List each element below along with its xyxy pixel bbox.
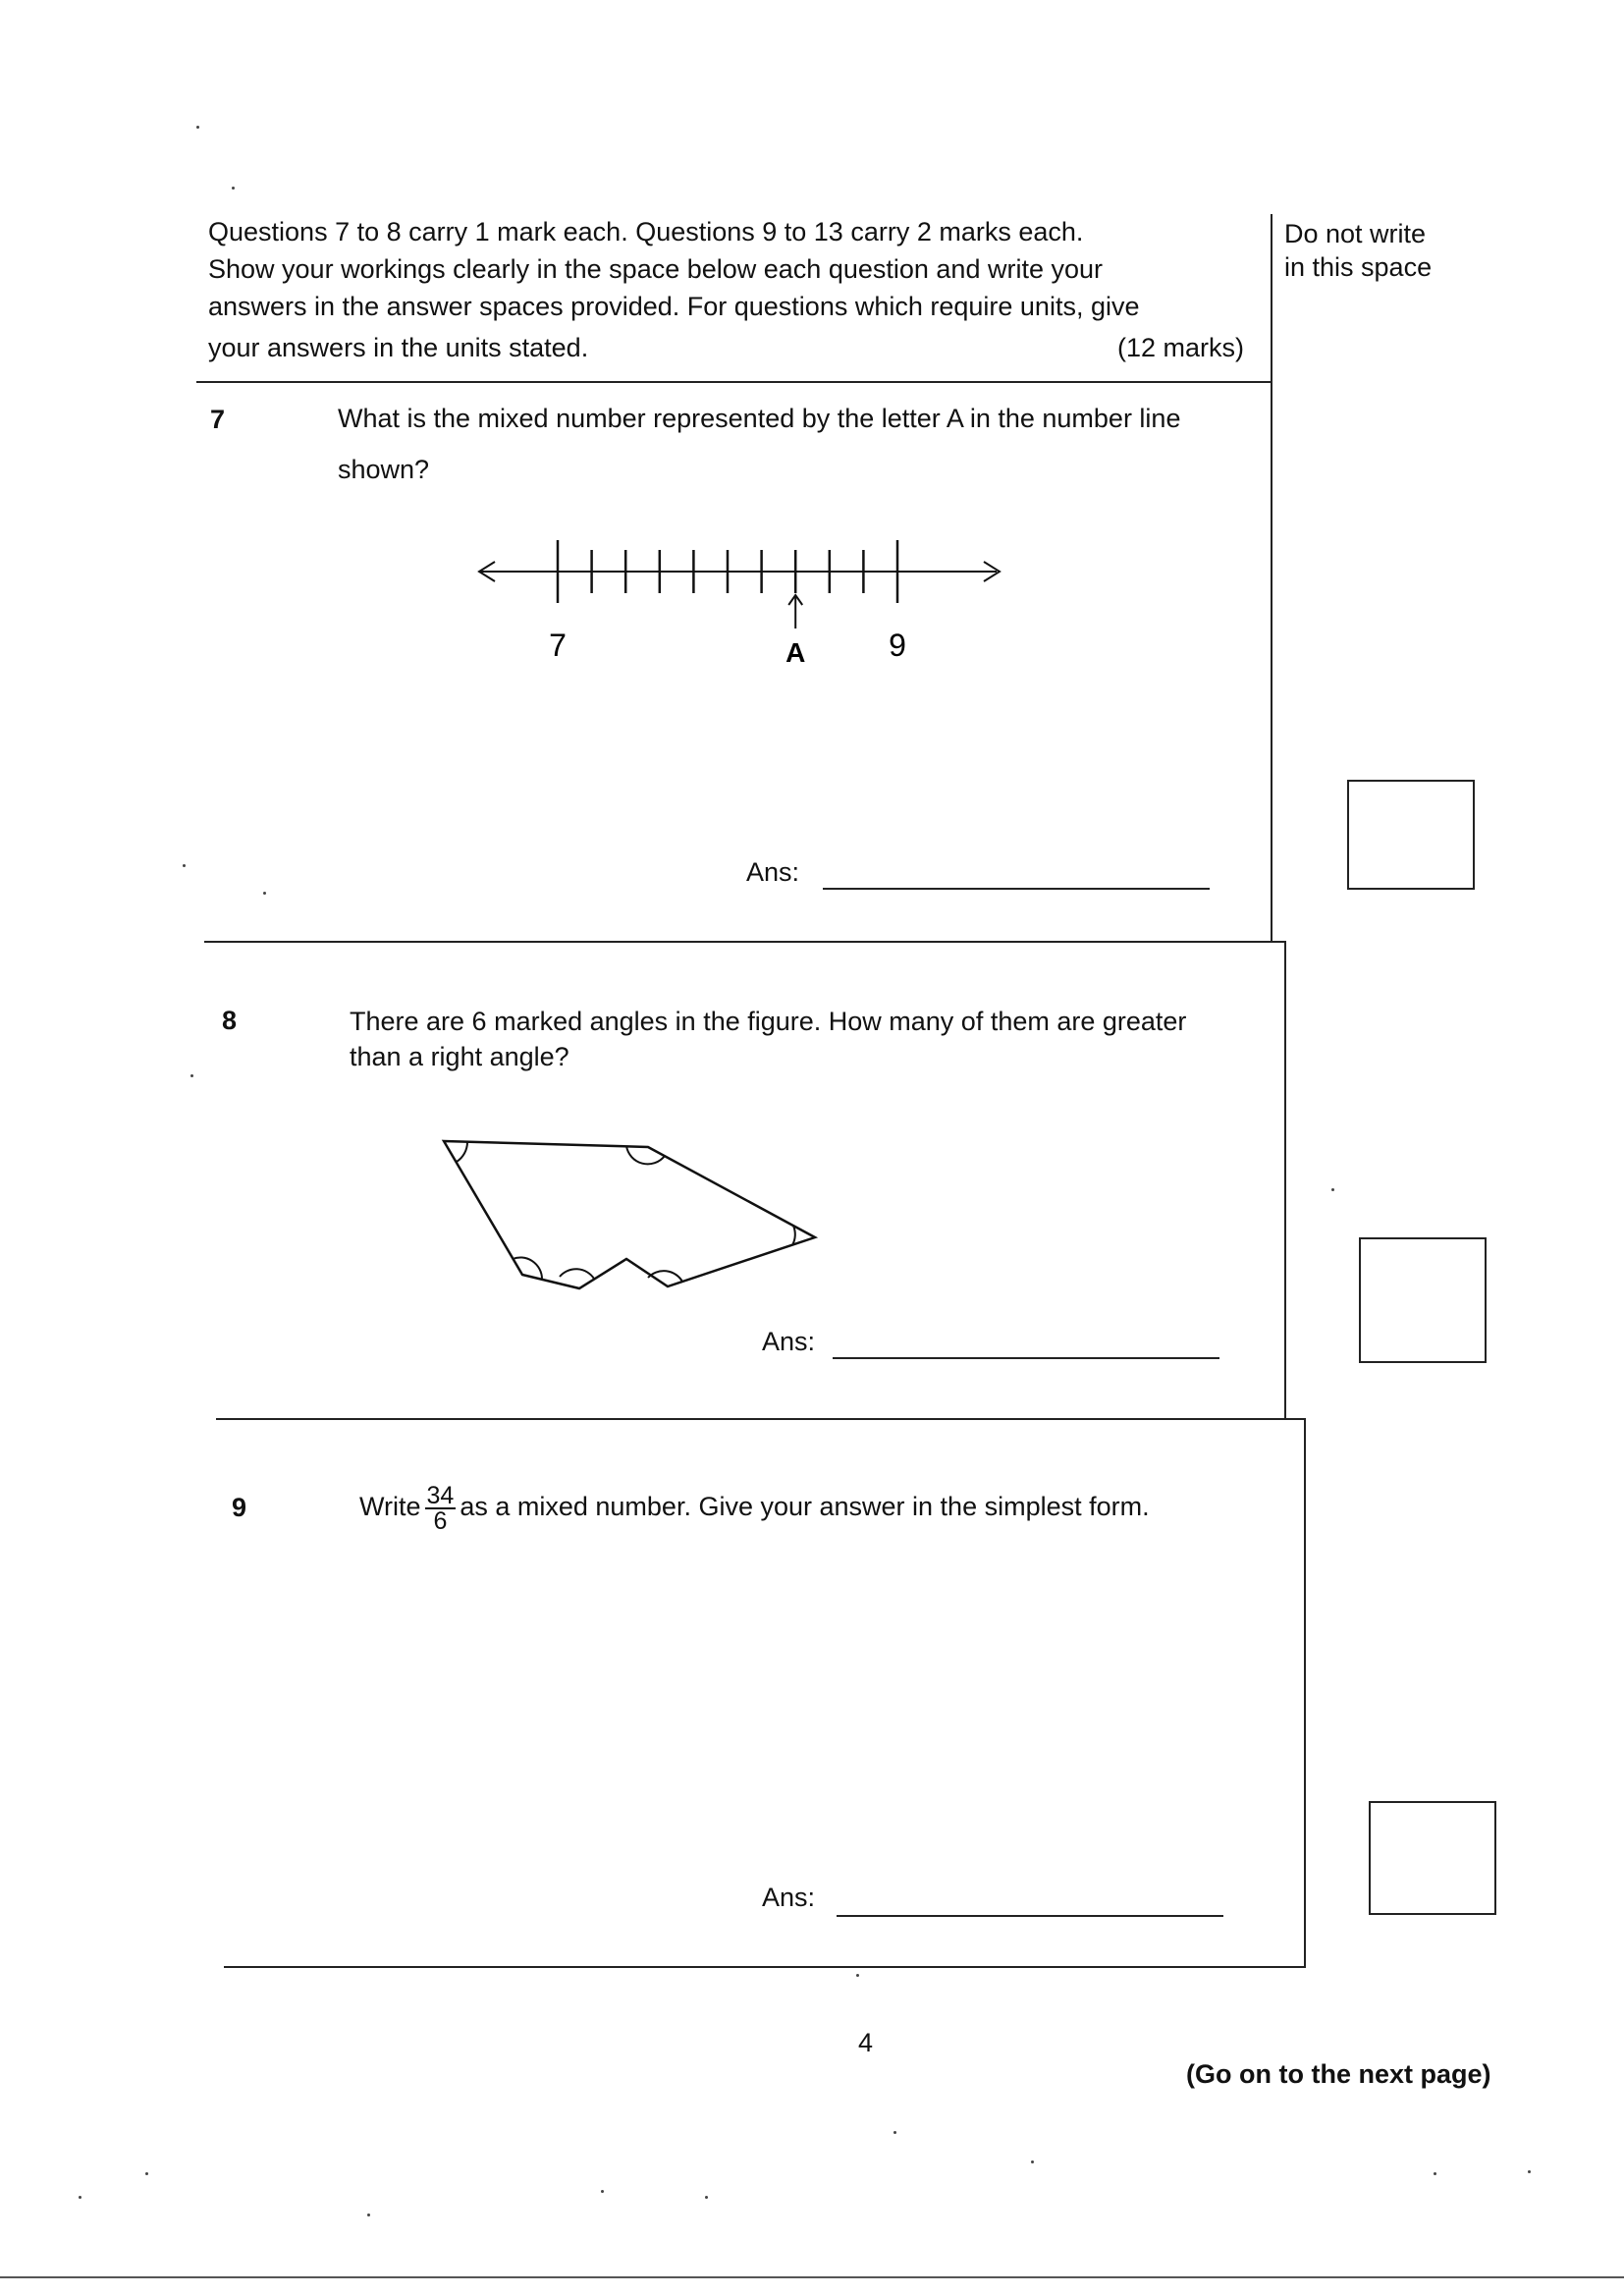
question-7-answer-label: Ans: [746,857,800,887]
question-9-text-after: as a mixed number. Give your answer in the simplest form. [460,1492,1150,1521]
question-7-number: 7 [210,405,226,434]
question-9-text-before: Write [359,1492,421,1521]
margin-divider-lower-1 [1284,941,1286,1418]
angle-arc-top-left [457,1142,467,1162]
question-7-separator [204,941,1286,943]
question-7-mark-box [1347,780,1475,890]
question-9-separator [224,1966,1306,1968]
total-marks: (12 marks) [1117,333,1245,362]
fraction-numerator: 34 [426,1481,455,1509]
question-8-mark-box [1359,1237,1487,1363]
instructions-line-3: answers in the answer spaces provided. For questions which require units, give [208,292,1140,321]
question-7-text-line-2: shown? [338,455,430,484]
question-9-answer-line[interactable] [837,1915,1223,1917]
question-8-number: 8 [222,1006,238,1035]
fraction-denominator: 6 [433,1506,448,1535]
polygon-figure [432,1129,825,1306]
question-9-text [359,1481,1150,1533]
go-on-next-page: (Go on to the next page) [1186,2059,1491,2089]
page-number: 4 [858,2028,874,2057]
number-line-end-label: 9 [889,628,906,663]
instructions-line-2: Show your workings clearly in the space below each question and write your [208,254,1103,284]
margin-divider [1271,214,1272,941]
margin-header-line-2: in this space [1284,252,1433,282]
number-line [461,530,1011,678]
question-9-answer-label: Ans: [762,1883,816,1912]
margin-header-line-1: Do not write [1284,219,1427,248]
page-bottom-rule [0,2276,1624,2278]
angle-arc-right [792,1226,795,1245]
fraction-34-6 [425,1481,457,1535]
question-9-number: 9 [232,1493,247,1522]
margin-divider-lower-2 [1304,1418,1306,1966]
question-9-mark-box [1369,1801,1496,1915]
number-line-pointer [788,595,802,629]
instructions-line-1: Questions 7 to 8 carry 1 mark each. Questions 9 to 13 carry 2 marks each. [208,217,1084,246]
number-line-pointer-label: A [785,637,806,668]
number-line-start-label: 7 [549,628,567,663]
angle-arc-top-right [626,1146,665,1164]
question-8-separator [216,1418,1306,1420]
question-8-text-line-2: than a right angle? [350,1042,569,1071]
question-8-answer-line[interactable] [833,1357,1219,1359]
question-7-answer-line[interactable] [823,888,1210,890]
instructions-separator [196,381,1272,383]
question-8-answer-label: Ans: [762,1327,816,1356]
question-8-text-line-1: There are 6 marked angles in the figure. How many of them are greater [350,1007,1187,1036]
angle-arc-bottom-middle [560,1269,594,1279]
question-7-text-line-1: What is the mixed number represented by the letter A in the number line [338,404,1181,433]
instructions-line-4: your answers in the units stated. [208,333,589,362]
